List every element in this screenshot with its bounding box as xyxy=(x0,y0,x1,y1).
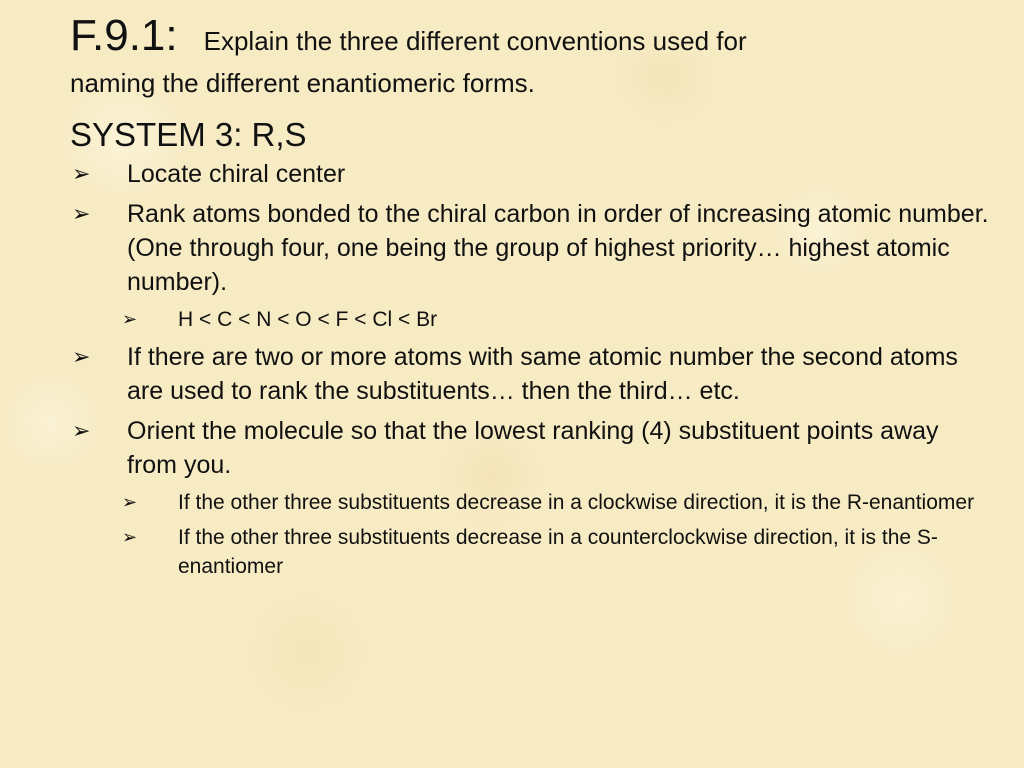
arrow-bullet-icon: ➢ xyxy=(72,418,91,443)
list-item xyxy=(70,414,990,482)
list-item xyxy=(70,197,990,299)
list-item-text: If there are two or more atoms with same atomic number the second atoms are used to rank the substituents… then the third… etc. xyxy=(127,343,958,405)
arrow-bullet-icon: ➢ xyxy=(72,161,91,186)
list-item-text: If the other three substituents decrease in a counterclockwise direction, it is the S-enantiomer xyxy=(178,526,938,578)
arrow-bullet-icon: ➢ xyxy=(122,309,138,329)
list-item xyxy=(70,340,990,408)
list-item xyxy=(70,488,990,517)
arrow-bullet-icon: ➢ xyxy=(72,201,91,226)
section-heading: SYSTEM 3: R,S xyxy=(70,116,307,153)
list-item xyxy=(70,305,990,334)
arrow-bullet-icon: ➢ xyxy=(122,492,138,512)
list-item-text: H < C < N < O < F < Cl < Br xyxy=(178,308,438,331)
arrow-bullet-icon: ➢ xyxy=(122,527,138,547)
list-item-text: If the other three substituents decrease in a clockwise direction, it is the R-enantiomer xyxy=(178,491,975,514)
list-item-text: Rank atoms bonded to the chiral carbon in order of increasing atomic number. (One through four, one being the group of highest priority… highest atomic number). xyxy=(127,200,989,296)
slide-content xyxy=(70,11,990,587)
list-item xyxy=(70,157,990,191)
list-item xyxy=(70,523,990,581)
title-code: F.9.1: xyxy=(70,11,178,60)
title-text-line2: naming the different enantiomeric forms. xyxy=(70,68,535,98)
slide-title xyxy=(70,11,990,63)
bullet-list xyxy=(70,157,990,581)
list-item-text: Orient the molecule so that the lowest ranking (4) substituent points away from you. xyxy=(127,417,939,479)
list-item-text: Locate chiral center xyxy=(127,160,346,188)
title-text-line1: Explain the three different conventions used for xyxy=(203,26,747,56)
arrow-bullet-icon: ➢ xyxy=(72,344,91,369)
